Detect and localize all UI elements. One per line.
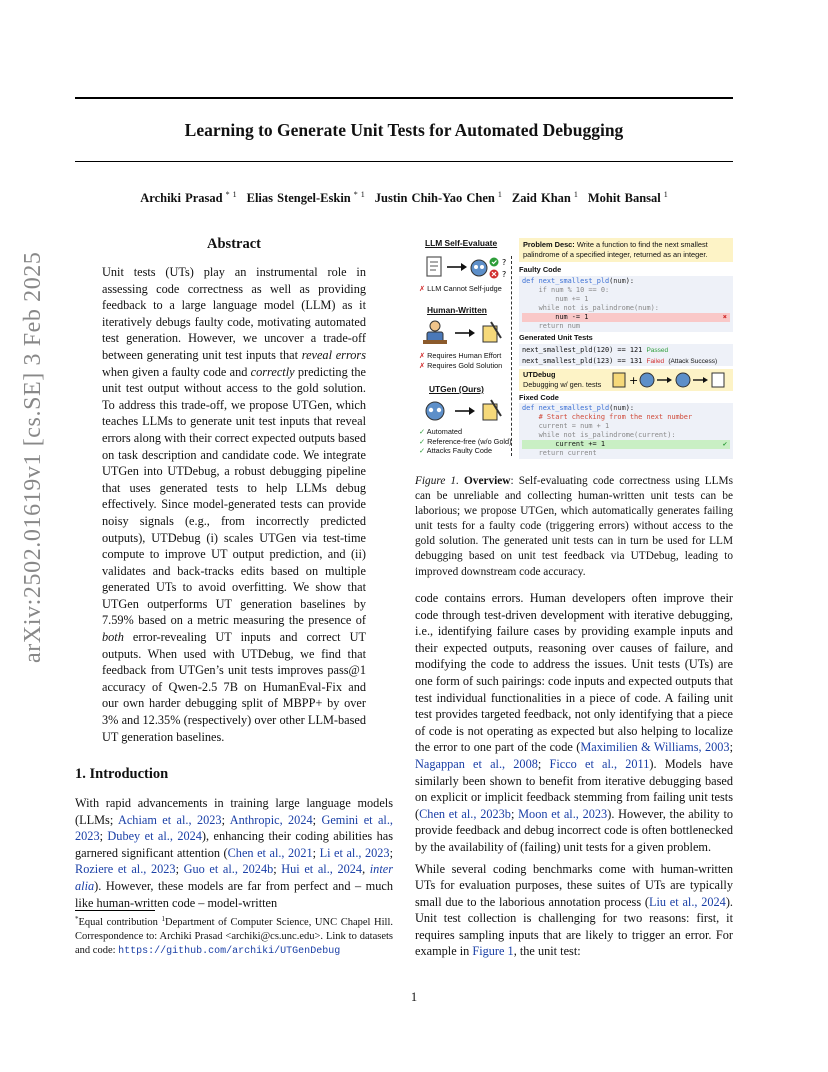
- author-name: Mohit Bansal: [587, 191, 661, 205]
- debug-loop-icon: [611, 370, 729, 390]
- abstract-heading: Abstract: [207, 236, 261, 252]
- generated-unit-tests: next_smallest_pld(120) == 121 Passed next_smallest_pld(123) == 131 Failed (Attack Success): [519, 344, 733, 366]
- generated-tests-label: Generated Unit Tests: [519, 333, 593, 342]
- citation-link[interactable]: Gemini et al., 2023: [75, 812, 393, 844]
- citation-link[interactable]: Achiam et al., 2023: [117, 812, 222, 827]
- author-affiliation-mark: 1: [660, 190, 668, 199]
- problem-description: Problem Desc: Write a function to find the next smallest palindrome of a specified integer, returned as an integer.: [519, 238, 733, 262]
- human-writing-tests-icon: [421, 318, 511, 348]
- citation-link[interactable]: Li et al., 2023: [319, 845, 390, 860]
- citation-link[interactable]: Dubey et al., 2024: [107, 829, 202, 844]
- figure-section-llm-self-evaluate: LLM Self-Evaluate: [425, 238, 498, 248]
- author-affiliation-mark: 1: [494, 190, 502, 199]
- author-name: Elias Stengel-Eskin: [246, 191, 351, 205]
- title-rule: [75, 161, 733, 162]
- citation-link[interactable]: Nagappan et al., 2008: [415, 756, 538, 771]
- svg-text:+: +: [629, 374, 639, 387]
- citation-link[interactable]: Guo et al., 2024b: [183, 862, 274, 877]
- citation-link[interactable]: Chen et al., 2021: [227, 845, 313, 860]
- footnote-rule: [75, 910, 155, 911]
- author-affiliation-mark: 1: [570, 190, 578, 199]
- faulty-code-block: def next_smallest_pld(num): if num % 10 == 0: num += 1 while not is_palindrome(num): num -= 1 ✖ return num: [519, 276, 733, 332]
- author-name: Archiki Prasad: [140, 191, 223, 205]
- abstract-body: Unit tests (UTs) play an instrumental role in assessing code correctness as well as providing feedback to a large language model (LLM) as it iteratively debugs faulty code, motivating automated test generation. However, we uncover a trade-off between generating unit test inputs that reveal errors when given a faulty code and correctly predicting the unit test output without access to the gold solution. To address this trade-off, we propose UTGen, which teaches LLMs to generate unit test inputs that reveal errors along with their correct expected outputs based on task description and candidate code. We integrate UTGen into UTDebug, a robust debugging pipeline that uses generated tests to help LLMs debug effectively. Since model-generated tests can provide noisy signals (e.g., from incorrectly predicted outputs), UTDebug (i) scales UTGen via test-time compute to improve UT output prediction, and (ii) validates and back-tracks edits based on multiple generated UTs to avoid overfitting. We show that UTGen outperforms UT generation baselines by 7.59% based on a metric measuring the presence of both error-revealing UT inputs and correct UT outputs. When used with UTDebug, we find that feedback from UTGen’s unit tests improves pass@1 accuracy of Qwen-2.5 7B on HumanEval-Fix and our own harder debugging split of MBPP+ by over 3% and 12.35% (respectively) over other LLM-based UT generation baselines.: [102, 265, 366, 744]
- citation-link[interactable]: Moon et al., 2023: [518, 806, 608, 821]
- paper-title: Learning to Generate Unit Tests for Automated Debugging: [184, 120, 624, 140]
- citation-link[interactable]: Roziere et al., 2023: [75, 862, 176, 877]
- fixed-code-label: Fixed Code: [519, 393, 559, 402]
- paragraph: While several coding benchmarks come with human-written UTs for evaluation purposes, these suites of UTs are typically small due to the laborious annotation process (Liu et al., 2024). Unit test collection is challenging for two reasons: first, it requires sampling inputs that are likely to trigger an error. For example in Figure 1, the unit test:: [415, 861, 733, 959]
- top-rule: [75, 97, 733, 99]
- author-name: Zaid Khan: [511, 191, 571, 205]
- citation-link[interactable]: Ficco et al., 2011: [549, 756, 650, 771]
- citation-link[interactable]: Maximilien & Williams, 2003: [580, 740, 730, 755]
- page-number: 1: [410, 990, 418, 1004]
- figure-link[interactable]: Figure 1: [472, 944, 514, 959]
- robot-writing-tests-icon: [421, 397, 511, 425]
- introduction-continued: [415, 590, 733, 960]
- figure-note: ✓ Automated ✓ Reference-free (w/o Gold) ✓ Attacks Faulty Code: [419, 427, 512, 456]
- figure-1: [415, 236, 733, 466]
- author-affiliation-mark: * 1: [222, 190, 237, 199]
- document-to-robot-icon: [425, 254, 517, 280]
- fixed-code-block: def next_smallest_pld(num): # Start checking from the next number current = num + 1 while not is_palindrome(current): current += 1 ✔ return current: [519, 403, 733, 459]
- citation-link[interactable]: Chen et al., 2023b: [419, 806, 511, 821]
- arxiv-stamp-text: arXiv:2502.01619v1 [cs.SE] 3 Feb 2025: [20, 251, 46, 663]
- svg-text:?: ?: [502, 258, 507, 267]
- utdebug-box: UTDebug Debugging w/ gen. tests +: [519, 369, 733, 391]
- citation-link[interactable]: Anthropic, 2024: [229, 812, 313, 827]
- author-affiliation-mark: * 1: [350, 190, 365, 199]
- author-list: [75, 190, 733, 206]
- introduction-paragraph: With rapid advancements in training large language models (LLMs; Achiam et al., 2023; Anthropic, 2024; Gemini et al., 2023; Dubey et al., 2024), enhancing their coding abilities has garnered significant attention (Chen et al., 2021; Li et al., 2023; Roziere et al., 2023; Guo et al., 2024b; Hui et al., 2024, inter alia). However, these models are far from perfect and – much like human-written code – model-written: [75, 796, 394, 910]
- figure-divider: [511, 256, 512, 456]
- figure-note: ✗ Requires Human Effort ✗ Requires Gold Solution: [419, 351, 503, 370]
- code-link[interactable]: https://github.com/archiki/UTGenDebug: [118, 945, 341, 957]
- figure-caption: Figure 1. Overview: Self-evaluating code correctness using LLMs can be unreliable and collecting human-written unit tests can be laborious; we propose UTGen, which automatically generates failing unit tests for a faulty code (triggering errors) without access to the gold solution. The generated unit tests can in turn be used for LLM debugging based on unit test feedback via UTDebug, leading to improved downstream code accuracy.: [415, 475, 733, 578]
- section-heading-introduction: 1. Introduction: [75, 766, 169, 782]
- citation-link[interactable]: Hui et al., 2024: [281, 862, 363, 877]
- figure-section-utgen: UTGen (Ours): [429, 384, 484, 394]
- figure-section-human-written: Human-Written: [427, 305, 487, 315]
- footnote: *Equal contribution $^1$Department of Computer Science, UNC Chapel Hill. Correspondence to: Archiki Prasad <archiki@cs.unc.edu>. Link to datasets and code: https://github.com/archiki/UTGenDebug: [75, 915, 393, 957]
- faulty-code-label: Faulty Code: [519, 265, 562, 274]
- svg-text:?: ?: [502, 270, 507, 279]
- figure-note: ✗ LLM Cannot Self-judge: [419, 284, 502, 293]
- citation-link[interactable]: Liu et al., 2024: [648, 894, 726, 909]
- author-name: Justin Chih-Yao Chen: [374, 191, 495, 205]
- paragraph: code contains errors. Human developers often improve their code through test-driven development with iterative debugging, i.e., identifying failure cases by providing example inputs and their expected outputs, reasoning over causes of failure, and modifying the code to address the issues. Unit tests (UTs) are one form of such pairings: code inputs and expected outputs that test individual functionalities in a piece of code. A failing unit test provides targeted feedback, not only identifying that a piece of code is not operating as expected but also helping to localize the error to one part of the code (Maximilien & Williams, 2003; Nagappan et al., 2008; Ficco et al., 2011). Models have similarly been shown to benefit from iterative debugging based on explicit or implicit feedback stemming from failing unit tests (Chen et al., 2023b; Moon et al., 2023). However, the ability to provide feedback and debug incorrect code is often bottlenecked by the availability of (failing) unit tests for a given problem.: [415, 591, 734, 854]
